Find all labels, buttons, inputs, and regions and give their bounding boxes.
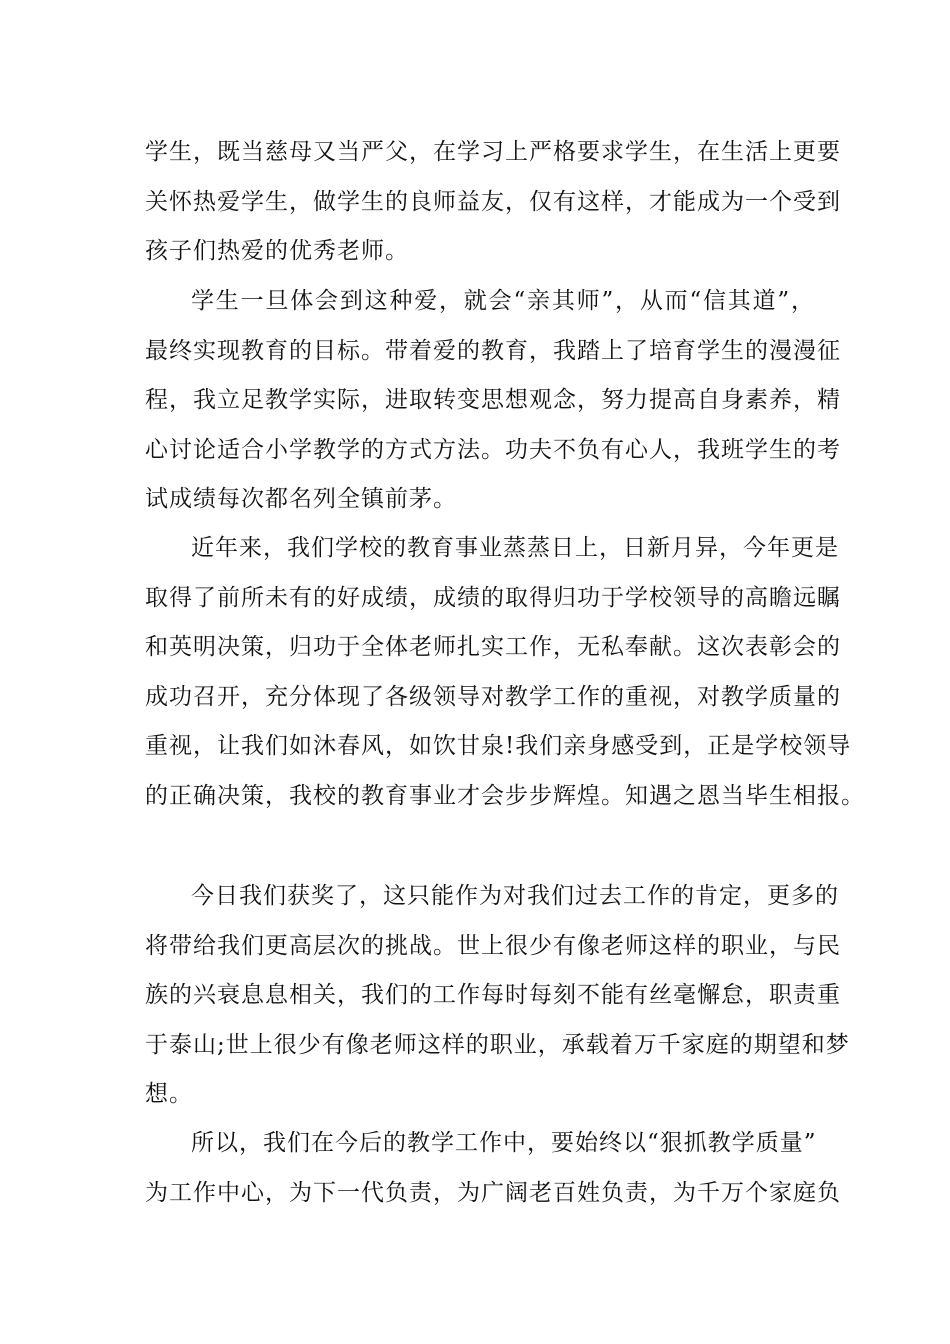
text-line: 于泰山;世上很少有像老师这样的职业，承载着万千家庭的期望和梦: [145, 1031, 850, 1058]
text-line: 所以，我们在今后的教学工作中，要始终以“狠抓教学质量”: [191, 1130, 817, 1156]
paragraph-4: [145, 872, 850, 1120]
text-line: 重视，让我们如沐春风，如饮甘泉!我们亲身感受到，正是学校领导: [145, 733, 852, 759]
text-line: 的正确决策，我校的教育事业才会步步辉煌。知遇之恩当毕生相报。: [145, 782, 865, 809]
text-line: 族的兴衰息息相关，我们的工作每时每刻不能有丝毫懈怠，职责重: [145, 982, 841, 1008]
text-line: 取得了前所未有的好成绩，成绩的取得归功于学校领导的高瞻远瞩: [145, 584, 841, 611]
text-line: 今日我们获奖了，这只能作为对我们过去工作的肯定，更多的: [191, 883, 839, 909]
text-line: 近年来，我们学校的教育事业蒸蒸日上，日新月异，今年更是: [191, 535, 839, 561]
text-line: 想。: [145, 1081, 193, 1107]
text-line: 和英明决策，归功于全体老师扎实工作，无私奉献。这次表彰会的: [145, 634, 841, 660]
text-line: 最终实现教育的目标。带着爱的教育，我踏上了培育学生的漫漫征: [145, 337, 841, 364]
paragraph-5: [145, 1119, 841, 1218]
text-line: 心讨论适合小学教学的方式方法。功夫不负有心人，我班学生的考: [145, 436, 841, 463]
text-line: 将带给我们更高层次的挑战。世上很少有像老师这样的职业，与民: [145, 932, 841, 959]
paragraph-2: [145, 277, 841, 525]
text-line: 为工作中心，为下一代负责，为广阔老百姓负责，为千万个家庭负: [145, 1179, 841, 1206]
text-line: 学生一旦体会到这种爱，就会“亲其师”，从而“信其道”，: [191, 288, 815, 314]
text-line: 孩子们热爱的优秀老师。: [145, 238, 409, 264]
text-line: 试成绩每次都名列全镇前茅。: [145, 486, 457, 512]
paragraph-1: [145, 128, 841, 277]
text-line: 学生，既当慈母又当严父，在学习上严格要求学生，在生活上更要: [145, 139, 841, 165]
text-line: 成功召开，充分体现了各级领导对教学工作的重视，对教学质量的: [145, 683, 841, 710]
paragraph-3: [145, 524, 865, 821]
text-line: 关怀热爱学生，做学生的良师益友，仅有这样，才能成为一个受到: [145, 188, 841, 215]
text-line: 程，我立足教学实际，进取转变思想观念，努力提高自身素养，精: [145, 387, 841, 413]
